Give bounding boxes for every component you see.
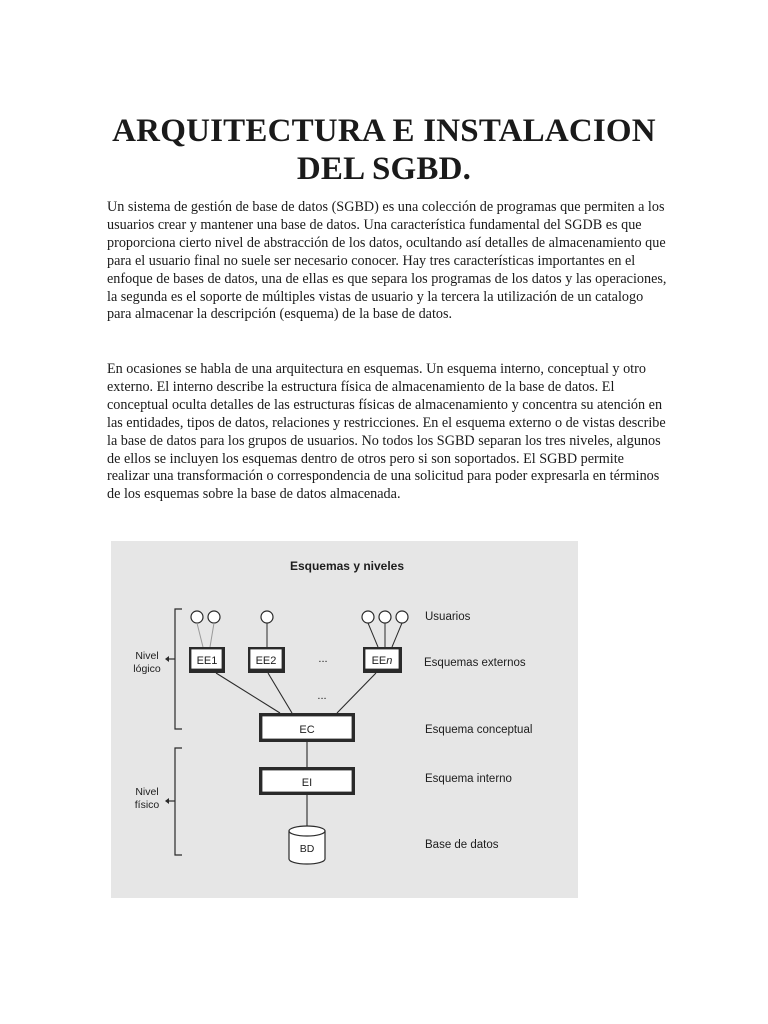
nivel-logico-bracket bbox=[169, 609, 182, 729]
user-icon bbox=[191, 611, 203, 623]
user-icon bbox=[208, 611, 220, 623]
ec-label: EC bbox=[299, 724, 315, 736]
nivel-fisico-arrow bbox=[165, 798, 169, 804]
nivel-logico-arrow bbox=[165, 656, 169, 662]
ee-to-ec-connectors bbox=[216, 673, 376, 713]
user-icon bbox=[362, 611, 374, 623]
nivel-fisico-label-1: Nivel bbox=[135, 786, 159, 798]
nivel-logico-label-2: lógico bbox=[133, 663, 161, 675]
ei-label: EI bbox=[301, 777, 313, 789]
user-icon bbox=[261, 611, 273, 623]
ellipsis-external: ... bbox=[318, 653, 328, 665]
label-esquema-interno: Esquema interno bbox=[425, 773, 512, 785]
een-box bbox=[363, 647, 402, 673]
user-icons bbox=[191, 611, 408, 623]
bd-label: BD bbox=[299, 843, 315, 855]
ee1-label: EE1 bbox=[196, 655, 218, 667]
nivel-fisico-label-2: físico bbox=[134, 799, 160, 811]
ee2-label: EE2 bbox=[255, 655, 277, 667]
ec-box bbox=[259, 713, 355, 742]
paragraph-intro: Un sistema de gestión de base de datos (SGBD) es una colección de programas que permiten a los usuarios crear y mantener una base de datos. Una característica fundamental del SGDB es que proporciona cierto nivel de abstracción de los datos, ocultando así detalles de almacenamiento que para el usuario final no suele ser necesario conocer. Hay tres características importantes en el enfoque de bases de datos, una de ellas es que separa los programas de los datos y las operaciones, la segunda es el soporte de múltiples vistas de usuario y la tercera la utilización de un catalogo para almacenar la descripción (esquema) de la base de datos. bbox=[107, 199, 667, 323]
ee2-box bbox=[248, 647, 285, 673]
schema-levels-figure bbox=[111, 541, 578, 898]
title-line-2: DEL SGBD. bbox=[296, 151, 472, 187]
schema-levels-diagram bbox=[111, 541, 578, 898]
title-line-1: ARQUITECTURA E INSTALACION bbox=[112, 113, 656, 149]
een-label: EEn bbox=[371, 655, 393, 667]
user-icon bbox=[379, 611, 391, 623]
label-usuarios: Usuarios bbox=[425, 611, 471, 623]
paragraph-architecture: En ocasiones se habla de una arquitectura en esquemas. Un esquema interno, conceptual y otro externo. El interno describe la estructura física de almacenamiento de la base de datos. El conceptual oculta detalles de las estructuras físicas de almacenamiento y concentra su atención en las entidades, tipos de datos, relaciones y restricciones. En el esquema externo o de vistas describe la base de datos para los grupos de usuarios. No todos los SGBD separan los tres niveles, algunos de ellos se incluyen los esquemas dentro de otros pero si son soportados. El SGBD permite realizar una transformación o correspondencia de una solicitud para poder expresarla en términos de los esquemas sobre la base de datos almacenada. bbox=[107, 361, 666, 503]
label-esquema-conceptual: Esquema conceptual bbox=[425, 724, 533, 736]
label-base-de-datos: Base de datos bbox=[425, 839, 499, 851]
ei-box bbox=[259, 767, 355, 795]
ee1-box bbox=[189, 647, 225, 673]
document-title bbox=[80, 112, 688, 188]
user-icon bbox=[396, 611, 408, 623]
diagram-title: Esquemas y niveles bbox=[289, 559, 405, 573]
nivel-logico-label-1: Nivel bbox=[135, 650, 159, 662]
user-connectors bbox=[197, 623, 402, 647]
ellipsis-connectors: ... bbox=[317, 690, 327, 702]
label-esquemas-externos: Esquemas externos bbox=[424, 657, 526, 669]
nivel-fisico-bracket bbox=[169, 748, 182, 855]
